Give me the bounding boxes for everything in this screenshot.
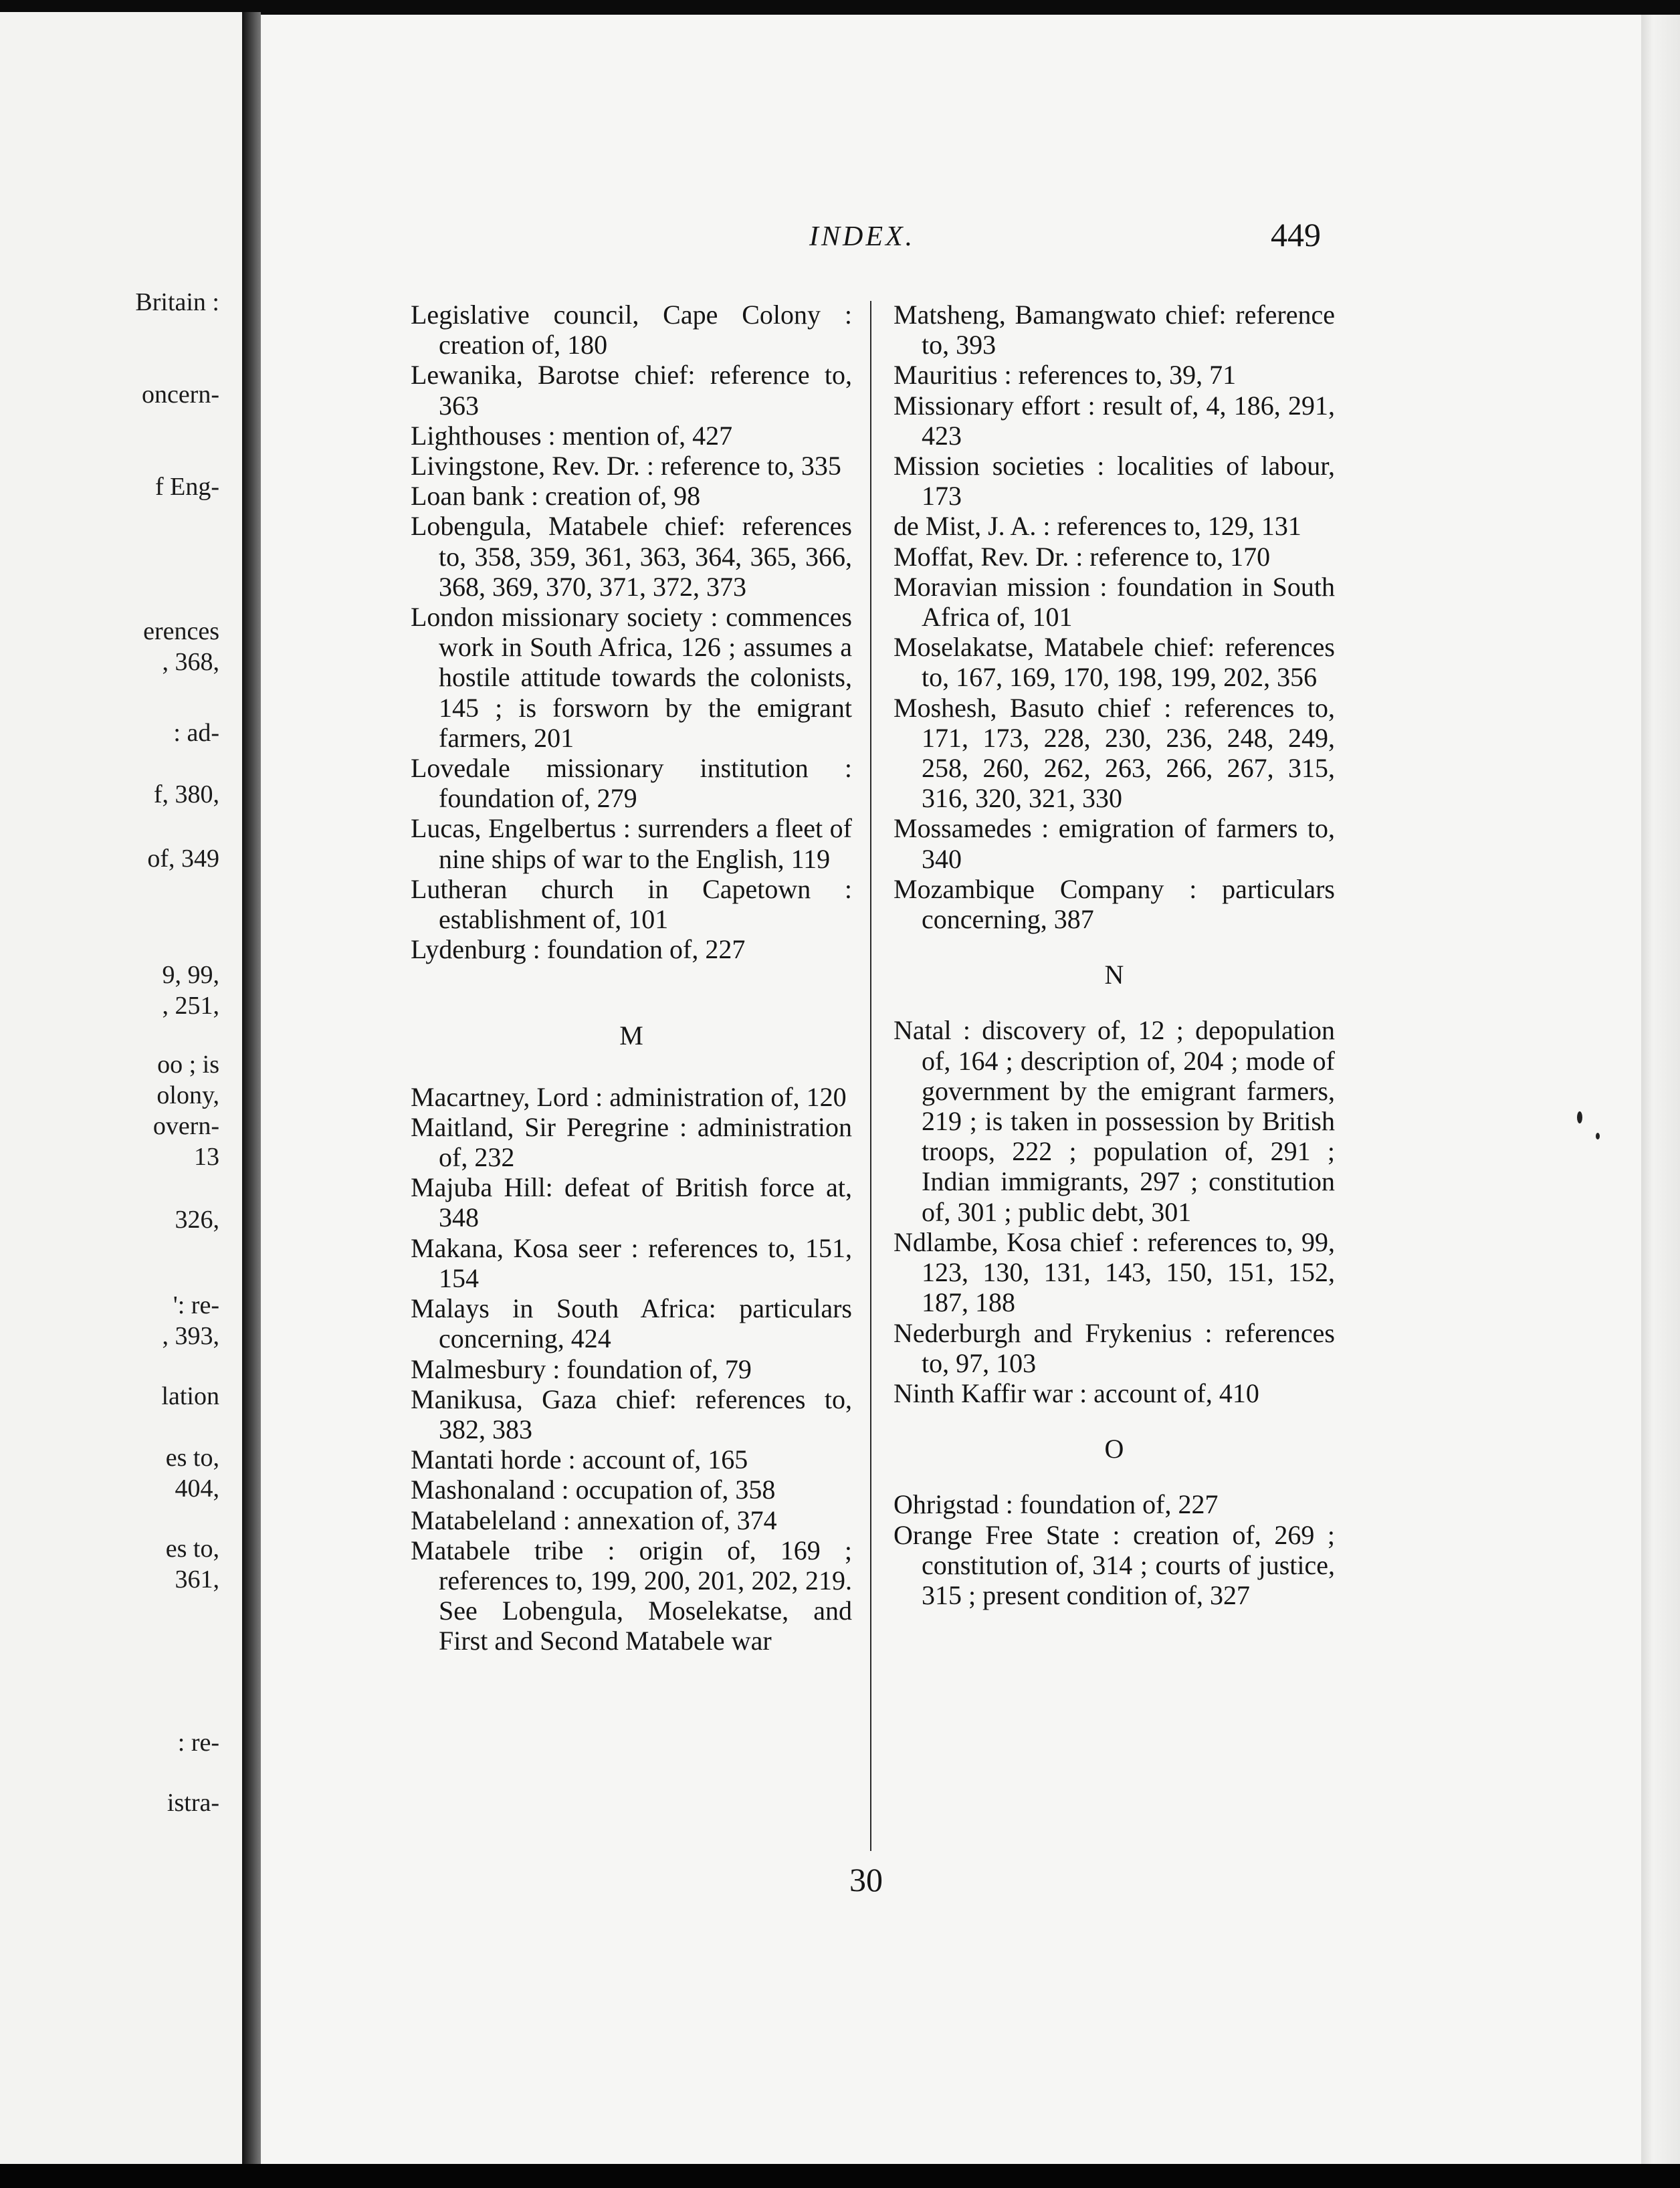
fragment: oo ; is: [157, 1051, 219, 1079]
scan-speck: [1596, 1133, 1600, 1139]
index-entry: Lighthouses : mention of, 427: [411, 420, 733, 451]
index-entry: Mission societies : localities of labour, 173: [894, 451, 1335, 512]
index-entry: Loan bank : creation of, 98: [411, 481, 701, 512]
index-entry: Ninth Kaffir war : account of, 410: [894, 1378, 1259, 1408]
scan-speck: [1577, 1111, 1582, 1123]
index-entry: Matsheng, Bamangwato chief: reference to, 393: [894, 300, 1335, 360]
index-entry: Lydenburg : foundation of, 227: [411, 934, 746, 965]
index-entry: Mashonaland : occupation of, 358: [411, 1474, 776, 1505]
index-entry: Mauritius : references to, 39, 71: [894, 360, 1237, 391]
fragment: ': re-: [173, 1291, 219, 1319]
fragment: oncern-: [141, 380, 219, 409]
index-entry: Natal : discovery of, 12 ; depopulation of, 164 ; description of, 204 ; mode of government by the emigrant farmers, 219 ; is taken in possession by British troops, 222 ; population of, 291 ; Indian immigrants, 297 ; constitution of, 301 ; public debt, 301: [894, 1015, 1335, 1227]
fragment: overn-: [152, 1112, 219, 1140]
index-entry: Legislative council, Cape Colony : creation of, 180: [411, 300, 852, 360]
index-entry: Lewanika, Barotse chief: reference to, 363: [411, 360, 852, 421]
index-entry: Lucas, Engelbertus : surrenders a fleet of nine ships of war to the English, 119: [411, 813, 852, 874]
running-title: INDEX.: [809, 221, 916, 252]
fragment: Britain :: [135, 288, 219, 316]
index-entry: Moffat, Rev. Dr. : reference to, 170: [894, 541, 1271, 572]
page-edge: [1641, 15, 1680, 2173]
fragment: 13: [194, 1143, 219, 1171]
fragment: , 368,: [162, 648, 219, 676]
index-column-left: [411, 300, 852, 1656]
fragment: 361,: [175, 1565, 219, 1594]
facing-page-left: [0, 12, 242, 2188]
index-entry: Livingstone, Rev. Dr. : reference to, 335: [411, 451, 841, 481]
fragment: 404,: [175, 1474, 219, 1503]
index-entry: Ohrigstad : foundation of, 227: [894, 1489, 1219, 1520]
index-column-right: [894, 300, 1335, 1610]
fragment: : ad-: [173, 719, 219, 747]
fragment: lation: [161, 1382, 219, 1410]
index-entry: Nederburgh and Frykenius : references to, 97, 103: [894, 1317, 1335, 1378]
index-entry: Lobengula, Matabele chief: references to, 358, 359, 361, 363, 364, 365, 366, 368, 369, 370, 371, 372, 373: [411, 511, 852, 602]
index-entry: Macartney, Lord : administration of, 120: [411, 1081, 847, 1112]
index-entry: Majuba Hill: defeat of British force at, 348: [411, 1172, 852, 1233]
index-entry: Moshesh, Basuto chief : references to, 171, 173, 228, 230, 236, 248, 249, 258, 260, 262, 263, 266, 267, 315, 316, 320, 321, 330: [894, 692, 1335, 814]
section-heading-m: M: [619, 1020, 643, 1051]
book-gutter: [242, 12, 261, 2188]
index-entry: Moravian mission : foundation in South Africa of, 101: [894, 571, 1335, 633]
fragment: f Eng-: [154, 473, 219, 501]
fragment: 326,: [175, 1206, 219, 1234]
scan-border: [0, 2164, 1680, 2188]
index-entry: Lovedale missionary institution : foundation of, 279: [411, 753, 852, 814]
fragment: f, 380,: [153, 780, 219, 808]
fragment: es to,: [165, 1444, 219, 1472]
section-heading-n: N: [1104, 960, 1124, 990]
index-entry: Matabeleland : annexation of, 374: [411, 1505, 777, 1535]
index-entry: Matabele tribe : origin of, 169 ; references to, 199, 200, 201, 202, 219. See Lobengula, Moselekatse, and First and Second Matabele war: [411, 1535, 852, 1656]
index-entry: Mossamedes : emigration of farmers to, 340: [894, 813, 1335, 874]
index-entry: London missionary society : commences work in South Africa, 126 ; assumes a hostile attitude towards the colonists, 145 ; is forsworn by the emigrant farmers, 201: [411, 602, 852, 753]
index-entry: Makana, Kosa seer : references to, 151, 154: [411, 1232, 852, 1293]
index-entry: Malays in South Africa: particulars concerning, 424: [411, 1293, 852, 1354]
fragment: erences: [143, 617, 219, 645]
fragment: of, 349: [147, 845, 219, 873]
signature-mark: 30: [849, 1861, 883, 1898]
fragment: , 393,: [162, 1322, 219, 1350]
index-entry: Malmesbury : foundation of, 79: [411, 1353, 752, 1384]
fragment: , 251,: [162, 992, 219, 1020]
fragment: : re-: [177, 1729, 219, 1757]
index-entry: Maitland, Sir Peregrine : administration of, 232: [411, 1111, 852, 1173]
index-entry: Ndlambe, Kosa chief : references to, 99, 123, 130, 131, 143, 150, 151, 152, 187, 188: [894, 1226, 1335, 1318]
index-entry: Missionary effort : result of, 4, 186, 291, 423: [894, 390, 1335, 451]
fragment: olony,: [156, 1081, 219, 1109]
index-entry: Orange Free State : creation of, 269 ; constitution of, 314 ; courts of justice, 315 ; present condition of, 327: [894, 1519, 1335, 1610]
index-page: [261, 15, 1641, 2173]
index-entry: Mozambique Company : particulars concerning, 387: [894, 873, 1335, 935]
fragment: es to,: [165, 1535, 219, 1563]
section-heading-o: O: [1104, 1434, 1124, 1464]
column-divider: [870, 301, 871, 1851]
fragment: 9, 99,: [162, 961, 219, 989]
index-entry: Manikusa, Gaza chief: references to, 382, 383: [411, 1384, 852, 1444]
index-entry: de Mist, J. A. : references to, 129, 131: [894, 511, 1301, 542]
fragment: istra-: [167, 1789, 219, 1817]
page-number: 449: [1271, 216, 1321, 253]
index-entry: Lutheran church in Capetown : establishment of, 101: [411, 873, 852, 935]
index-entry: Mantati horde : account of, 165: [411, 1444, 748, 1475]
index-entry: Moselakatse, Matabele chief: references to, 167, 169, 170, 198, 199, 202, 356: [894, 632, 1335, 693]
